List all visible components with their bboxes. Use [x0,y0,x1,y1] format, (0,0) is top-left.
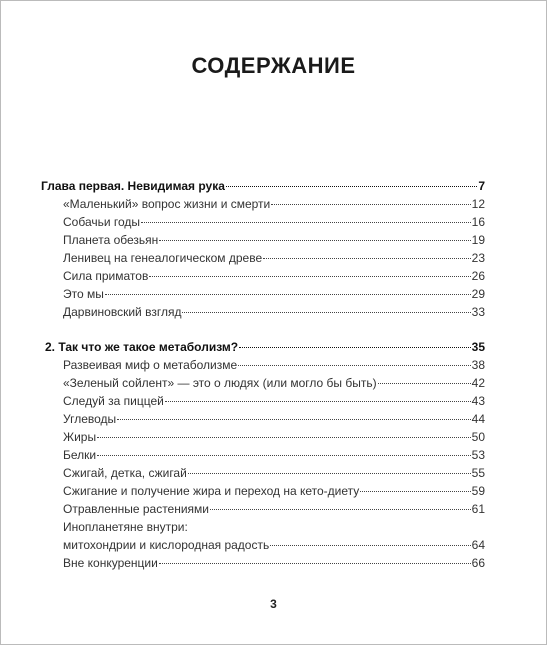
dot-leader [182,312,470,313]
entry-page-number: 50 [471,430,485,444]
entry-page-number: 19 [471,233,485,247]
entry-title: Жиры [63,430,97,444]
entry-page-number: 55 [471,466,485,480]
toc-chapter[interactable] [41,177,485,195]
entry-title: Отравленные растениями [63,502,210,516]
entry-page-number: 26 [471,269,485,283]
entry-title: митохондрии и кислородная радость [63,538,270,552]
toc-entry[interactable] [63,500,485,518]
entry-title: Вне конкуренции [63,556,158,570]
entry-page-number: 38 [471,358,485,372]
toc-entry[interactable] [63,231,485,249]
entry-title: Следуй за пиццей [63,394,164,408]
dot-leader [271,204,470,205]
entry-title: Сжигай, детка, сжигай [63,466,187,480]
toc-entry[interactable] [63,303,485,321]
dot-leader [226,186,477,187]
dot-leader [141,222,471,223]
toc-entry[interactable] [63,554,485,572]
toc-entry[interactable] [63,285,485,303]
entry-page-number: 29 [471,287,485,301]
entry-page-number: 12 [471,197,485,211]
dot-leader [165,401,471,402]
toc-entry[interactable] [63,446,485,464]
chapter-page-number: 7 [478,179,485,193]
entry-page-number: 66 [471,556,485,570]
entry-title: Сила приматов [63,269,149,283]
dot-leader [188,473,471,474]
entry-title: Собачьи годы [63,215,141,229]
entry-title: «Маленький» вопрос жизни и смерти [63,197,271,211]
entry-page-number: 53 [471,448,485,462]
toc-entry[interactable] [63,267,485,285]
toc-entry[interactable] [63,428,485,446]
entry-page-number: 33 [471,305,485,319]
toc-entry[interactable] [63,249,485,267]
dot-leader [117,419,470,420]
entry-title: Развеивая миф о метаболизме [63,358,238,372]
entry-title: Углеводы [63,412,117,426]
toc-chapter[interactable] [45,338,485,356]
toc-entry[interactable] [63,536,485,554]
entry-page-number: 59 [471,484,485,498]
toc-entry-multiline-first[interactable] [63,518,485,536]
dot-leader [105,294,471,295]
page-number: 3 [270,597,277,611]
page-title: СОДЕРЖАНИЕ [191,53,356,78]
entry-page-number: 42 [471,376,485,390]
dot-leader [360,491,470,492]
entry-page-number: 61 [471,502,485,516]
toc-entry[interactable] [63,464,485,482]
dot-leader [238,365,470,366]
entry-page-number: 44 [471,412,485,426]
dot-leader [159,240,470,241]
toc-entry[interactable] [63,482,485,500]
dot-leader [263,258,471,259]
entry-title: Планета обезьян [63,233,159,247]
entry-page-number: 23 [471,251,485,265]
chapter-page-number: 35 [471,340,485,354]
dot-leader [239,347,471,348]
toc-entry[interactable] [63,392,485,410]
entry-page-number: 16 [471,215,485,229]
dot-leader [149,276,470,277]
toc-entry[interactable] [63,356,485,374]
toc-entry[interactable] [63,195,485,213]
entry-title: Белки [63,448,97,462]
entry-title: Сжигание и получение жира и переход на кето-диету [63,484,360,498]
toc-entry[interactable] [63,213,485,231]
chapter-title: 2. Так что же такое метаболизм? [45,340,239,354]
toc-entry[interactable] [63,374,485,392]
entry-title: «Зеленый сойлент» — это о людях (или могло бы быть) [63,376,377,390]
dot-leader [378,383,471,384]
entry-page-number: 43 [471,394,485,408]
toc-entry[interactable] [63,410,485,428]
entry-title: Это мы [63,287,104,301]
entry-page-number: 64 [471,538,485,552]
entry-title: Дарвиновский взгляд [63,305,182,319]
dot-leader [210,509,471,510]
entry-title: Инопланетяне внутри: [63,520,188,534]
dot-leader [97,437,471,438]
dot-leader [159,563,471,564]
entry-title: Ленивец на генеалогическом древе [63,251,263,265]
chapter-title: Глава первая. Невидимая рука [41,179,225,193]
dot-leader [97,455,471,456]
dot-leader [270,545,470,546]
